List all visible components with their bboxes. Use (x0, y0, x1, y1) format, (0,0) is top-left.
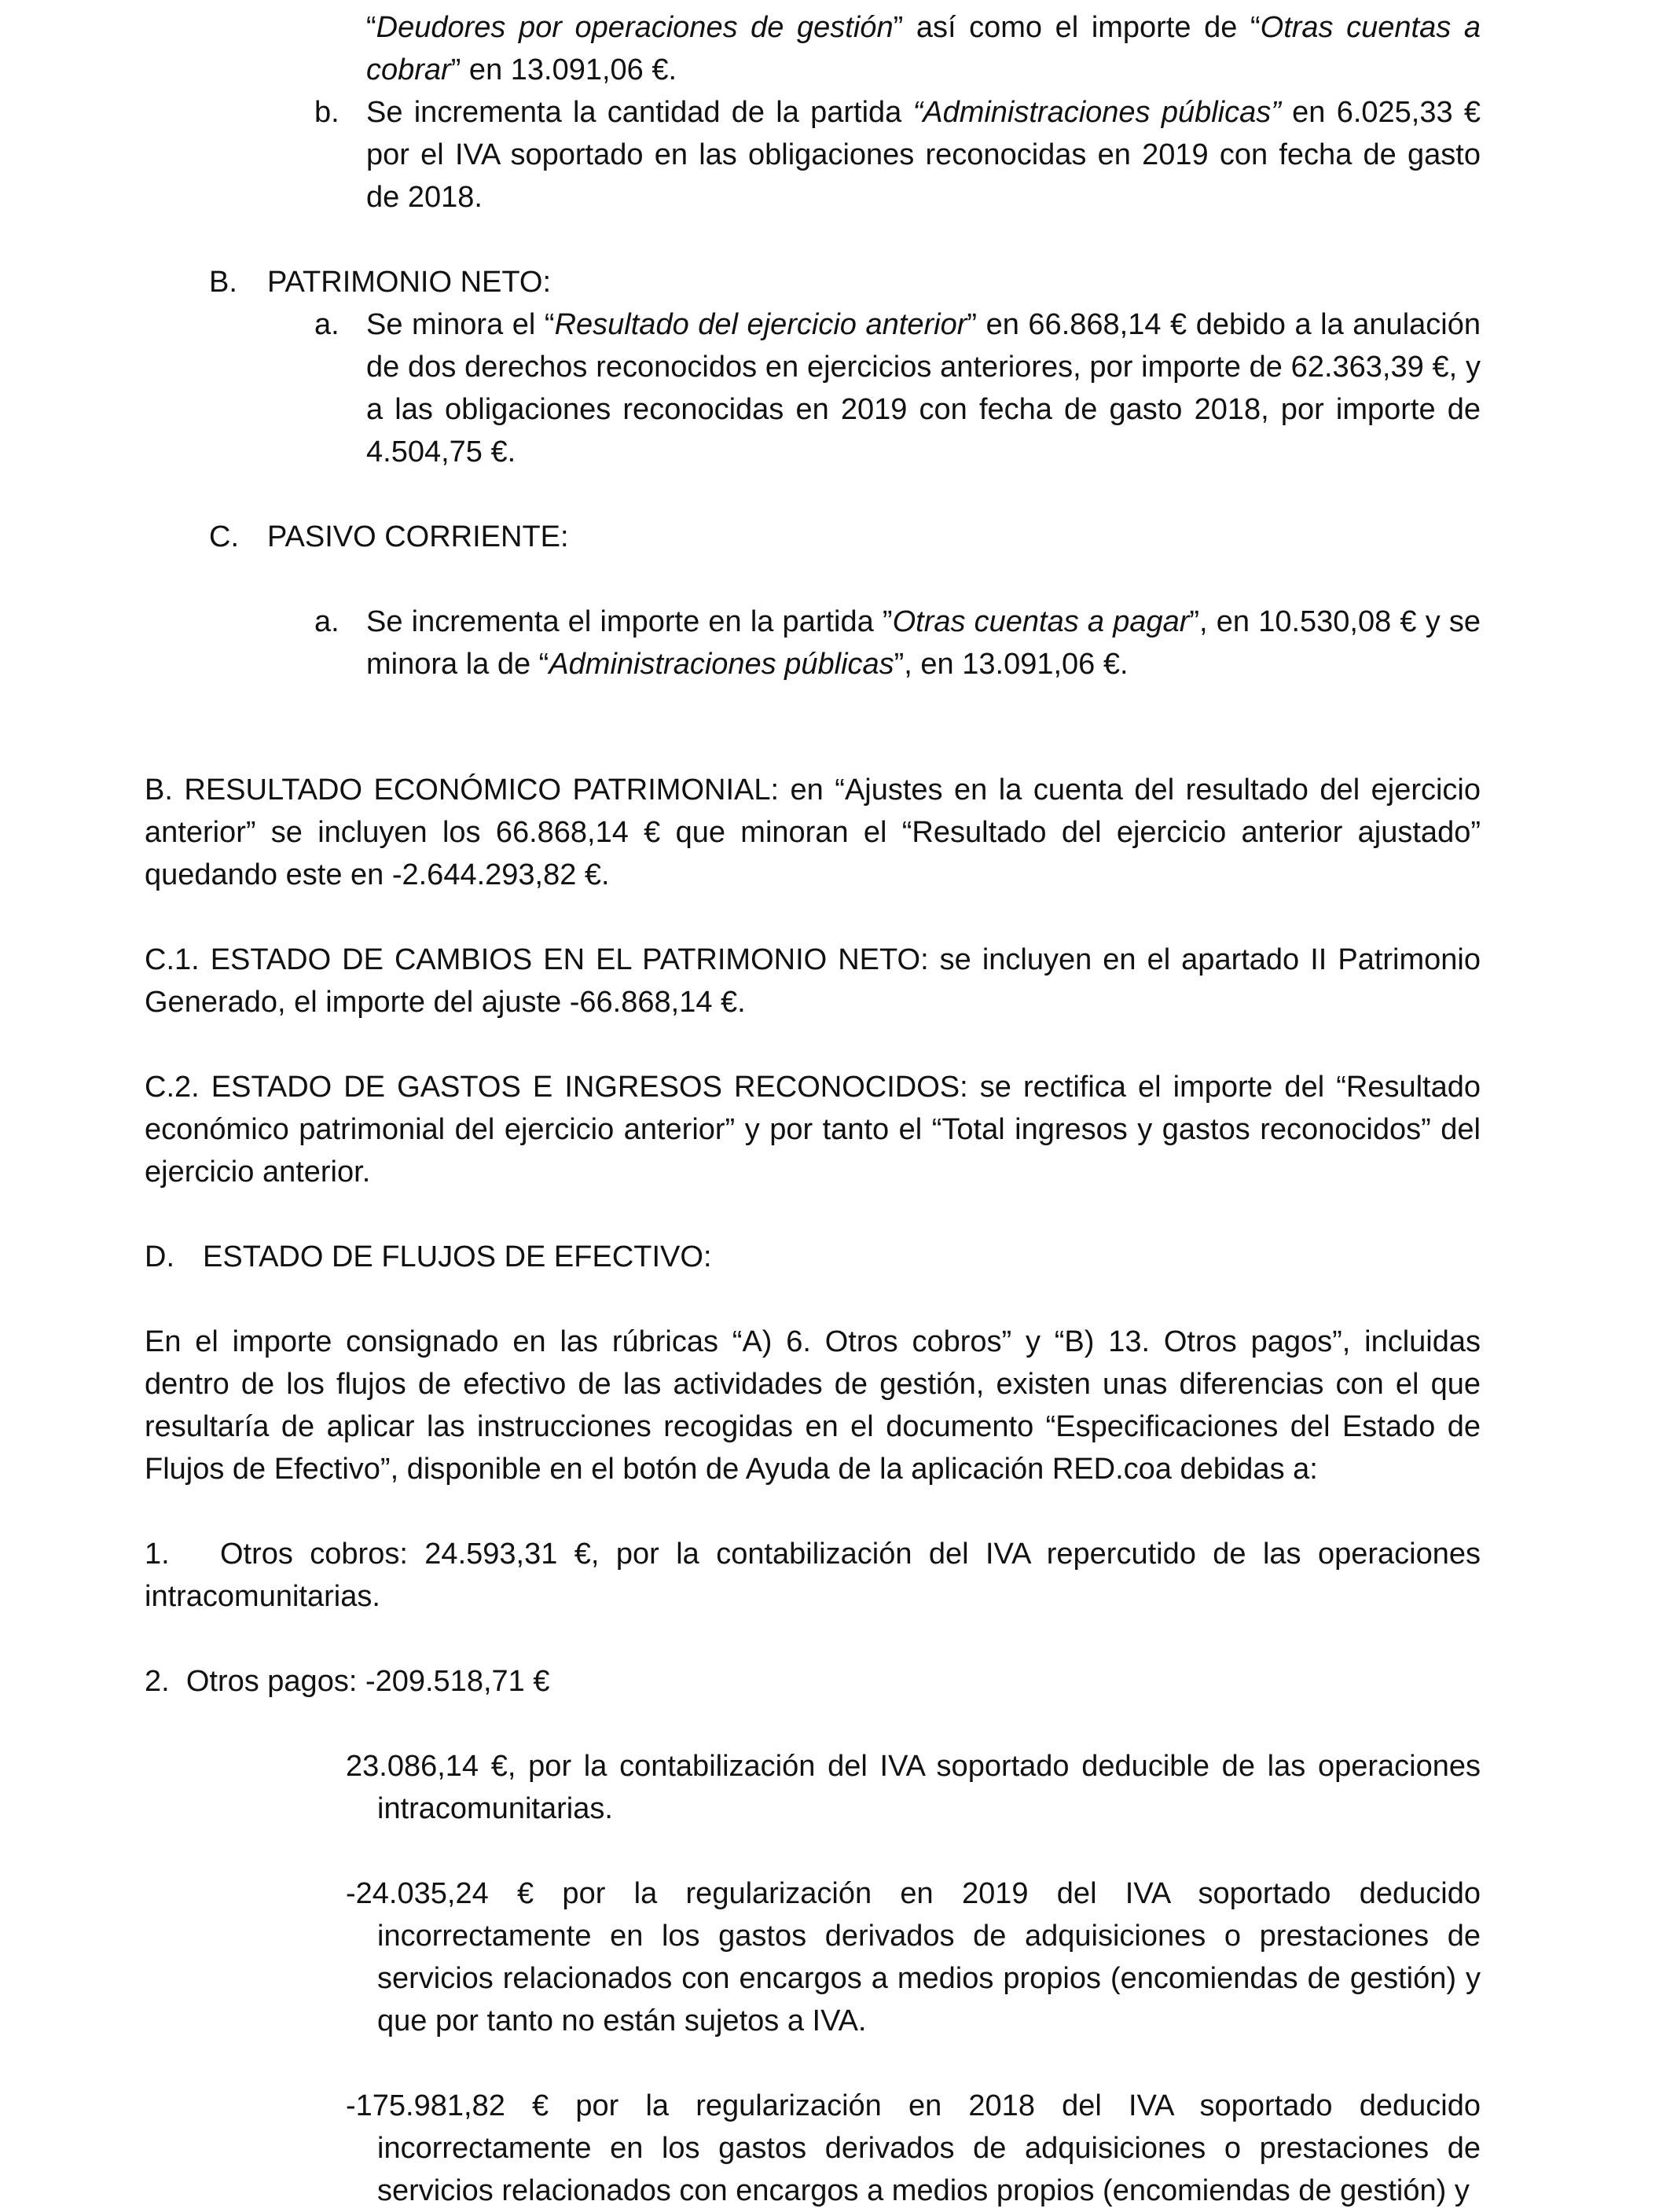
otros-cobros-paragraph: 1. Otros cobros: 24.593,31 €, por la contabilización del IVA repercutido de las operaciones intracomunitarias. (145, 1538, 1481, 1613)
otros-cobros-label: 1. (145, 1538, 170, 1571)
section-b-label: B. (209, 266, 237, 299)
cambios-patrimonio-paragraph: C.1. ESTADO DE CAMBIOS EN EL PATRIMONIO NETO: se incluyen en el apartado II Patrimonio Generado, el importe del ajuste -66.868,14 €. (145, 943, 1481, 1019)
otros-pagos-label: 2. (145, 1665, 170, 1698)
otros-pagos-paragraph: 2. Otros pagos: -209.518,71 € (145, 1665, 550, 1698)
item-b-text: Se incrementa la cantidad de la partida “Administraciones públicas” en 6.025,33 € por el IVA soportado en las obligaciones reconocidas en 2019 con fecha de gasto de 2018. (366, 96, 1481, 214)
gastos-ingresos-paragraph: C.2. ESTADO DE GASTOS E INGRESOS RECONOCIDOS: se rectifica el importe del “Resultado económico patrimonial del ejercicio anterior” y por tanto el “Total ingresos y gastos reconocidos” del ejercicio anterior. (145, 1071, 1481, 1189)
section-d-label: D. (145, 1240, 174, 1273)
continued-item-a: “Deudores por operaciones de gestión” así como el importe de “Otras cuentas a cobrar” en 13.091,06 €. (366, 11, 1481, 86)
item-b-label: b. (314, 96, 340, 129)
pago-item: -175.981,82 € por la regularización en 2018 del IVA soportado deducido incorrectamente en los gastos derivados de adquisiciones o prestaciones de servicios relacionados con encargos a medios propios (encomiendas de gestión) y (346, 2089, 1481, 2207)
section-b-heading: PATRIMONIO NETO: (267, 266, 552, 299)
pago-item: -24.035,24 € por la regularización en 2019 del IVA soportado deducido incorrectamente en los gastos derivados de adquisiciones o prestaciones de servicios relacionados con encargos a medios propios (encomiendas de gestión) y que por tanto no están sujetos a IVA. (346, 1877, 1481, 2037)
pago-item: 23.086,14 €, por la contabilización del IVA soportado deducible de las operaciones intracomunitarias. (346, 1750, 1481, 1825)
section-c-label: C. (209, 520, 239, 553)
section-c-heading: PASIVO CORRIENTE: (267, 520, 569, 553)
pasivo-item-a-label: a. (314, 605, 340, 638)
section-d-heading: ESTADO DE FLUJOS DE EFECTIVO: (203, 1240, 712, 1273)
patrimonio-item-a-text: Se minora el “Resultado del ejercicio anterior” en 66.868,14 € debido a la anulación de dos derechos reconocidos en ejercicios anteriores, por importe de 62.363,39 €, y a las obligaciones reconocidas en 2019 con fecha de gasto 2018, por importe de 4.504,75 €. (366, 308, 1481, 468)
flujos-intro-paragraph: En el importe consignado en las rúbricas “A) 6. Otros cobros” y “B) 13. Otros pagos”, incluidas dentro de los flujos de efectivo de las actividades de gestión, existen unas diferencias con el que resultaría de aplicar las instrucciones recogidas en el documento “Especificaciones del Estado de Flujos de Efectivo”, disponible en el botón de Ayuda de la aplicación RED.coa debidas a: (145, 1325, 1481, 1486)
resultado-economico-paragraph: B. RESULTADO ECONÓMICO PATRIMONIAL: en “Ajustes en la cuenta del resultado del ejercicio anterior” se incluyen los 66.868,14 € que minoran el “Resultado del ejercicio anterior ajustado” quedando este en -2.644.293,82 €. (145, 773, 1481, 891)
pasivo-item-a-text: Se incrementa el importe en la partida ”Otras cuentas a pagar”, en 10.530,08 € y se minora la de “Administraciones públicas”, en 13.091,06 €. (366, 605, 1481, 681)
patrimonio-item-a-label: a. (314, 308, 340, 341)
